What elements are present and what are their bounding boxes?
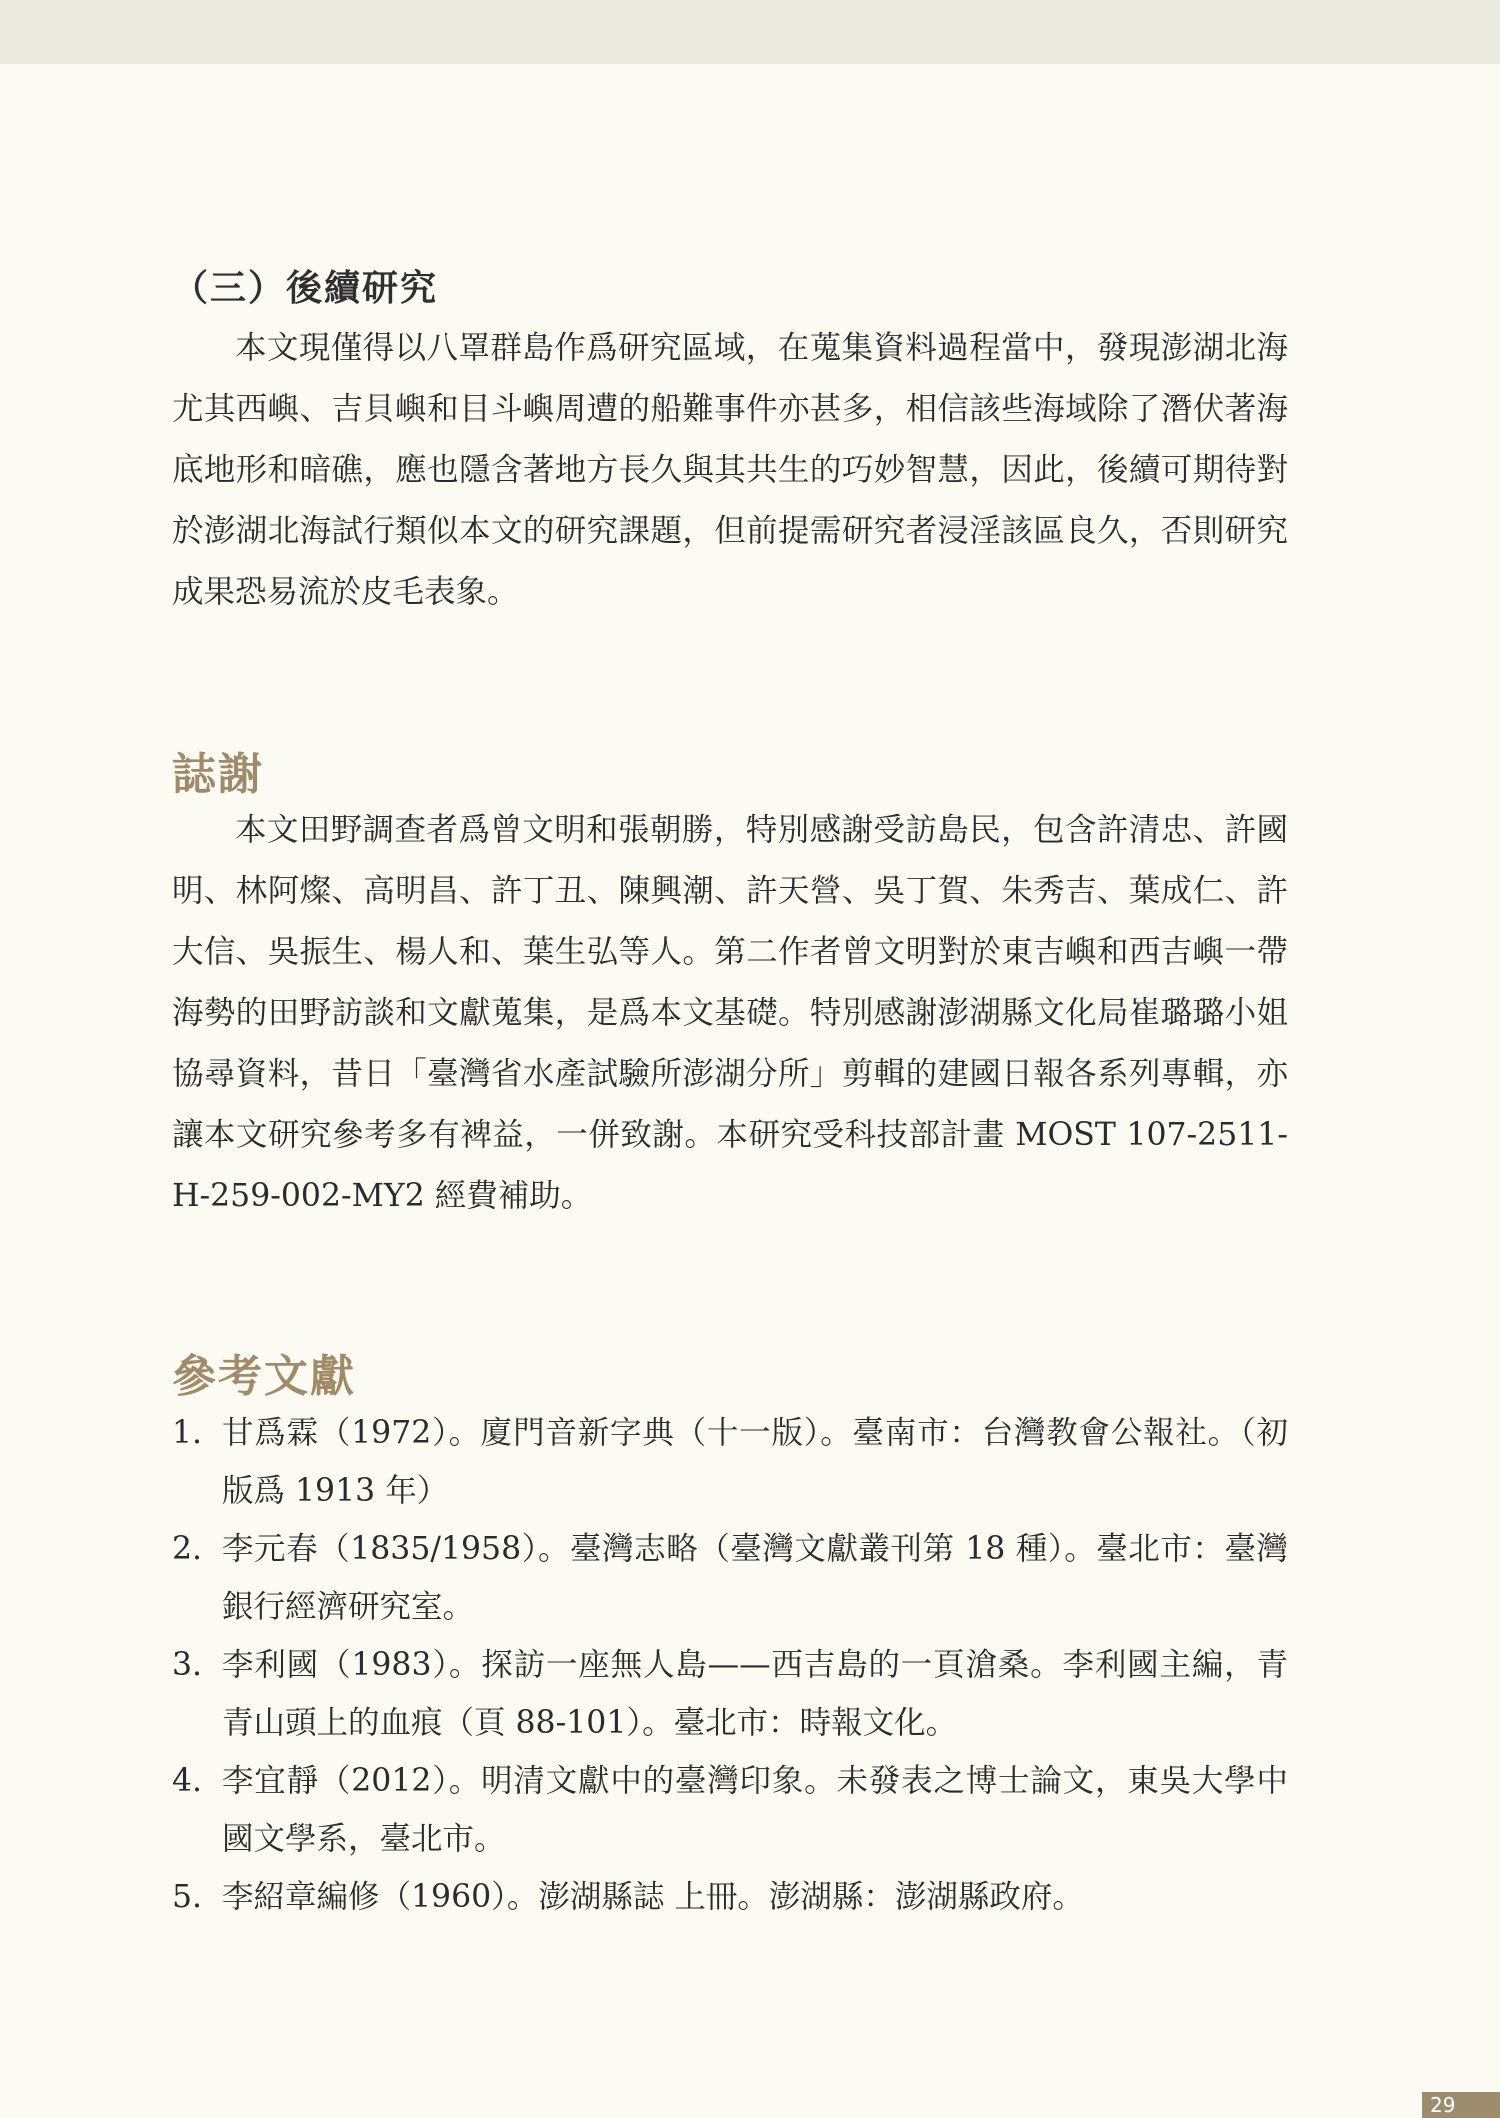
reference-item bbox=[172, 1404, 1288, 1520]
reference-item bbox=[172, 1868, 1288, 1926]
references-heading: 參考文獻 bbox=[172, 1351, 356, 1402]
reference-text: 李元春（1835/1958）。臺灣志略（臺灣文獻叢刊第 18 種）。臺北市：臺灣銀行經濟研究室。 bbox=[222, 1531, 1288, 1625]
reference-number: 4. bbox=[172, 1763, 203, 1799]
top-band bbox=[0, 0, 1500, 64]
reference-number: 3. bbox=[172, 1647, 203, 1683]
section-future-paragraph: 本文現僅得以八罩群島作爲研究區域，在蒐集資料過程當中，發現澎湖北海尤其西嶼、吉貝嶼和目斗嶼周遭的船難事件亦甚多，相信該些海域除了潛伏著海底地形和暗礁，應也隱含著地方長久與其共生的巧妙智慧，因此，後續可期待對於澎湖北海試行類似本文的研究課題，但前提需研究者浸淫該區良久，否則研究成果恐易流於皮毛表象。 bbox=[172, 330, 1288, 610]
reference-text: 甘爲霖（1972）。廈門音新字典（十一版）。臺南市：台灣教會公報社。（初版爲 1913 年） bbox=[222, 1415, 1288, 1509]
section-future-heading: （三）後續研究 bbox=[172, 268, 439, 309]
reference-number: 2. bbox=[172, 1531, 203, 1567]
reference-text: 李宜靜（2012）。明清文獻中的臺灣印象。未發表之博士論文，東吳大學中國文學系，臺北市。 bbox=[222, 1763, 1288, 1857]
page-number: 29 bbox=[1422, 2092, 1500, 2118]
acknowledgments-paragraph: 本文田野調查者爲曾文明和張朝勝，特別感謝受訪島民，包含許清忠、許國明、林阿燦、高明昌、許丁丑、陳興潮、許天營、吳丁賀、朱秀吉、葉成仁、許大信、吳振生、楊人和、葉生弘等人。第二作者曾文明對於東吉嶼和西吉嶼一帶海勢的田野訪談和文獻蒐集，是爲本文基礎。特別感謝澎湖縣文化局崔璐璐小姐協尋資料，昔日「臺灣省水產試驗所澎湖分所」剪輯的建國日報各系列專輯，亦讓本文研究參考多有裨益，一併致謝。本研究受科技部計畫 MOST 107-2511-H-259-002-MY2 經費補助。 bbox=[172, 812, 1288, 1214]
reference-item bbox=[172, 1752, 1288, 1868]
acknowledgments-heading: 誌謝 bbox=[172, 749, 264, 800]
reference-number: 1. bbox=[172, 1415, 203, 1451]
references-list bbox=[172, 1404, 1288, 1926]
reference-item bbox=[172, 1636, 1288, 1752]
reference-text: 李紹章編修（1960）。澎湖縣誌 上冊。澎湖縣：澎湖縣政府。 bbox=[222, 1879, 1084, 1915]
reference-text: 李利國（1983）。探訪一座無人島——西吉島的一頁滄桑。李利國主編，青青山頭上的血痕（頁 88-101）。臺北市：時報文化。 bbox=[222, 1647, 1288, 1741]
reference-number: 5. bbox=[172, 1879, 203, 1915]
reference-item bbox=[172, 1520, 1288, 1636]
